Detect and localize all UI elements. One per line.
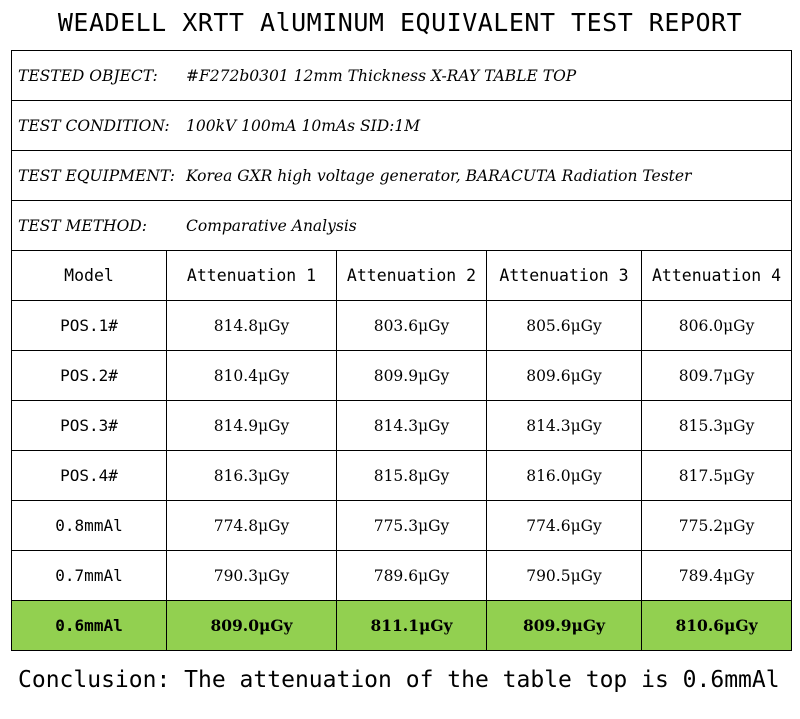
model-cell: POS.2# xyxy=(12,351,167,401)
conclusion-text: Conclusion: The attenuation of the table top is 0.6mmAl xyxy=(18,667,780,693)
info-value: #F272b0301 12mm Thickness X-RAY TABLE TOP xyxy=(186,66,577,85)
value-cell: 775.2μGy xyxy=(642,501,792,551)
column-header: Attenuation 2 xyxy=(337,251,487,301)
model-cell: POS.4# xyxy=(12,451,167,501)
table-row xyxy=(12,501,792,551)
table-row xyxy=(12,401,792,451)
value-cell: 790.5μGy xyxy=(487,551,642,601)
value-cell: 815.8μGy xyxy=(337,451,487,501)
column-header: Attenuation 1 xyxy=(167,251,337,301)
value-cell: 809.7μGy xyxy=(642,351,792,401)
value-cell: 809.0μGy xyxy=(167,601,337,651)
info-value: 100kV 100mA 10mAs SID:1M xyxy=(186,116,421,135)
value-cell: 789.4μGy xyxy=(642,551,792,601)
report-table xyxy=(11,50,792,651)
model-cell: 0.7mmAl xyxy=(12,551,167,601)
info-label: TEST EQUIPMENT: xyxy=(18,166,175,185)
info-label: TEST CONDITION: xyxy=(18,116,170,135)
value-cell: 817.5μGy xyxy=(642,451,792,501)
value-cell: 790.3μGy xyxy=(167,551,337,601)
value-cell: 814.8μGy xyxy=(167,301,337,351)
value-cell: 806.0μGy xyxy=(642,301,792,351)
table-header-row xyxy=(12,251,792,301)
model-cell: POS.1# xyxy=(12,301,167,351)
value-cell: 816.0μGy xyxy=(487,451,642,501)
value-cell: 805.6μGy xyxy=(487,301,642,351)
value-cell: 810.6μGy xyxy=(642,601,792,651)
value-cell: 774.8μGy xyxy=(167,501,337,551)
value-cell: 803.6μGy xyxy=(337,301,487,351)
value-cell: 809.9μGy xyxy=(337,351,487,401)
value-cell: 809.6μGy xyxy=(487,351,642,401)
table-row xyxy=(12,351,792,401)
column-header: Attenuation 3 xyxy=(487,251,642,301)
value-cell: 810.4μGy xyxy=(167,351,337,401)
model-cell: POS.3# xyxy=(12,401,167,451)
table-row xyxy=(12,551,792,601)
info-value: Korea GXR high voltage generator, BARACUTA Radiation Tester xyxy=(186,166,692,185)
table-row xyxy=(12,301,792,351)
info-row-test-equipment xyxy=(12,151,792,201)
info-label: TEST METHOD: xyxy=(18,216,147,235)
model-cell: 0.8mmAl xyxy=(12,501,167,551)
value-cell: 815.3μGy xyxy=(642,401,792,451)
value-cell: 814.3μGy xyxy=(487,401,642,451)
report-title: WEADELL XRTT AlUMINUM EQUIVALENT TEST REPORT xyxy=(57,8,743,37)
value-cell: 789.6μGy xyxy=(337,551,487,601)
value-cell: 814.3μGy xyxy=(337,401,487,451)
column-header: Attenuation 4 xyxy=(642,251,792,301)
info-row-test-condition xyxy=(12,101,792,151)
model-cell: 0.6mmAl xyxy=(12,601,167,651)
table-row xyxy=(12,451,792,501)
column-header: Model xyxy=(12,251,167,301)
value-cell: 814.9μGy xyxy=(167,401,337,451)
info-row-test-method xyxy=(12,201,792,251)
value-cell: 775.3μGy xyxy=(337,501,487,551)
value-cell: 809.9μGy xyxy=(487,601,642,651)
value-cell: 811.1μGy xyxy=(337,601,487,651)
highlighted-row xyxy=(12,601,792,651)
value-cell: 774.6μGy xyxy=(487,501,642,551)
info-label: TESTED OBJECT: xyxy=(18,66,158,85)
value-cell: 816.3μGy xyxy=(167,451,337,501)
info-value: Comparative Analysis xyxy=(186,216,357,235)
info-row-tested-object xyxy=(12,51,792,101)
